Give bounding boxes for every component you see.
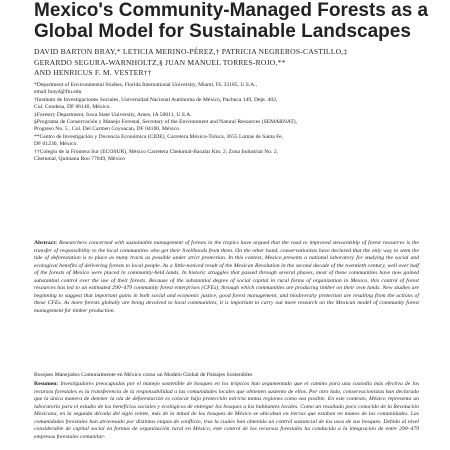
author-line: DAVID BARTON BRAY,* LETICIA MERINO-PÉREZ,† PATRICIA NEGREROS-CASTILLO,‡ — [34, 47, 348, 56]
abstract-label: Abstract: — [34, 240, 58, 246]
spanish-title: Bosques Manejados Comunalmente en México como un Modelo Global de Paisajes Sostenibles — [34, 372, 253, 378]
resumen-text: Investigadores preocupados por el manejo sostenible de bosques en los trópicos han argumentado que el camino para una custodia más efectiva de los recursos forestales es la transferencia de la responsabilidad a las comunidades locales que obtienen sustento de ellos. Por otro lado, conservacionistas han declarado que la única manera de detener la ola de deforestación es colocar bajo protección estricta tantas regiones como sea posible. En este contexto, México representa un laboratorio para el estudio de los beneficios sociales y ecológicos de entregar los bosques a los habitantes locales. Como un resultado poco conocido de la Revolución Mexicana, en la segunda década del siglo veinte, más de la mitad de los bosques de México se ubicaban en tierras que estaban en manos de las comunidades. Las comunidades forestales han atravesado por distintas etapas de conflicto, tras la cuales han obtenido un control sustancial de los usos de sus bosques. Debido al nivel considerable de capital social en formas de organización rural en México, este control de los recursos forestales ha conducido a la integración de entre 290–479 empresas forestales comunitar- — [34, 381, 419, 440]
affiliation-line: **Centro de Investigación y Docencia Económica (CIDE), Carretera México-Toluca, 3655 Lomas de Santa Fe, — [34, 133, 284, 140]
affiliation-list — [34, 82, 434, 163]
affiliation-line: Progreso No. 5 , Col. Del Carmen Coyoacan, DF 04100, México. — [34, 126, 181, 133]
author-line: GERARDO SEGURA-WARNHOLTZ,§ JUAN MANUEL TORRES-ROJO,** — [34, 57, 286, 67]
author-list — [34, 47, 434, 79]
affiliation-line: email brayd@fiu.edu — [34, 89, 82, 96]
affiliation-line: DF 01230, México. — [34, 141, 78, 148]
abstract-text: Researchers concerned with sustainable management of forests in the tropics have argued that the road to improved stewardship of forest resources is the transfer of responsibility to the local communities who get their livelihoods from them. On the other hand, conservationists have declared that the only way to stem the tide of deforestation is to place as many tracts as possible under strict protection. In this context, Mexico presents a national laboratory for studying the social and ecological benefits of delivering forests to local people. As a little-noticed result of the Mexican Revolution in the second decade of the twentieth century, well over half of the forests of Mexico were placed in community-held lands. In historic struggles that passed through several phases, most of these communities have now gained substantial control over the use of their forests. Because of the substantial degree of social capital in rural forms of organization in Mexico, this control of forest resources has led to an estimated 290–479 community forest enterprises (CFEs), through which communities are producing timber on their own lands. New studies are beginning to suggest that important gains in both social and economic justice, good forest management, and biodiversity protection are resulting from the actions of these CFEs. As more forests globally are being devolved to local communities, it is important to carry out more research on the Mexican model of community forest management for timber production. — [34, 240, 419, 314]
author-line: AND HENRICUS F. M. VESTER†† — [34, 68, 152, 77]
resumen-label: Resumen: — [34, 381, 59, 387]
affiliation-line: *Department of Environmental Studies, Florida International University, Miami, FL 33185, U.S.A., — [34, 82, 258, 88]
affiliation-line: §Programa de Conservación y Manejo Forestal, Secretary of the Environment and Natural Resources (SEMARNAT), — [34, 119, 297, 126]
resumen — [34, 381, 419, 441]
affiliation-line: †Instituto de Investigaciones Sociales, Universidad Nacional Autónoma de México, Pachuca 149, Dept. 402, — [34, 96, 278, 103]
affiliation-line: ††Colegio de la Frontera Sur (ECOSUR), México Carretera Chetumal-Bacalar Km. 2, Zona Industrial No. 2, — [34, 148, 279, 155]
paper-title: Mexico's Community-Managed Forests as a Global Model for Sustainable Landscapes — [34, 0, 429, 42]
affiliation-line: ‡Forestry Department, Iowa State University, Ames, IA 50011, U.S.A. — [34, 111, 192, 118]
abstract — [34, 240, 419, 315]
affiliation-line: Col. Condesa, DF 06140, México. — [34, 104, 111, 111]
affiliation-line: Chetumal, Quintana Roo 77049, México — [34, 156, 126, 163]
